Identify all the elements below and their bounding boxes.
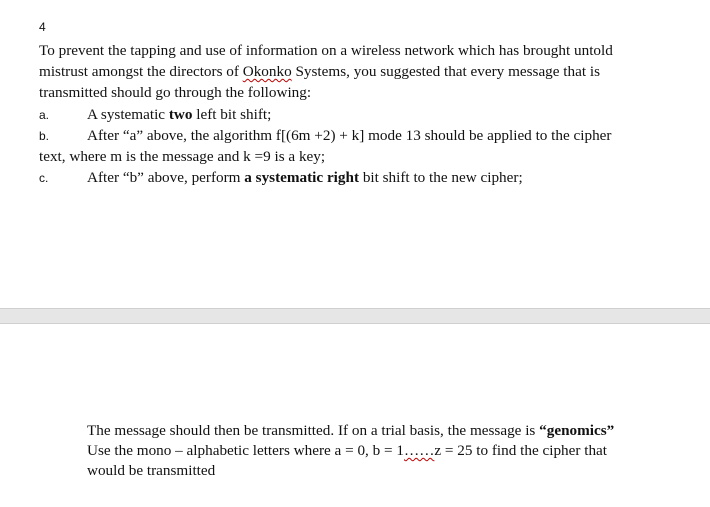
- step-a-text-post: left bit shift;: [192, 106, 272, 123]
- intro-text-part2: Systems, you suggested that every message that is transmitted should go through the following:: [39, 63, 601, 101]
- intro-text-part1: To prevent the tapping and use of information on a wireless network which has brought untold mistrust amongst the directors of: [39, 42, 613, 80]
- page-break-gap: [0, 308, 710, 324]
- step-a-text-bold: two: [168, 106, 193, 123]
- company-name-misspelled: Okonko: [242, 63, 292, 80]
- step-c-text-bold: a systematic right: [244, 169, 360, 186]
- step-c: [39, 167, 659, 189]
- step-a-letter: a.: [39, 108, 50, 122]
- step-a: [39, 104, 659, 126]
- step-b-letter: b.: [39, 129, 50, 143]
- closing-line-2: [87, 441, 657, 461]
- step-b: [39, 125, 659, 147]
- step-a-text-pre: A systematic: [87, 106, 169, 123]
- closing-ellipsis-misspelled: ……: [404, 442, 435, 459]
- closing-message-word: “genomics”: [539, 422, 615, 439]
- question-number: 4: [39, 20, 46, 34]
- closing-line-2-text-post: z = 25 to find the cipher that: [434, 442, 607, 459]
- step-c-letter: c.: [39, 171, 49, 185]
- closing-line-1: [87, 421, 657, 441]
- intro-paragraph: [39, 40, 649, 103]
- step-b-continuation: [39, 146, 659, 167]
- closing-line-2-text-pre: Use the mono – alphabetic letters where a = 0, b = 1: [87, 442, 404, 459]
- closing-paragraph: [87, 421, 657, 481]
- step-c-text-post: bit shift to the new cipher;: [359, 169, 523, 186]
- step-b-text-line2: text, where m is the message and k =9 is a key;: [39, 148, 326, 165]
- closing-line-1-text: The message should then be transmitted. If on a trial basis, the message is: [87, 422, 540, 439]
- closing-line-3: would be transmitted: [87, 462, 216, 479]
- step-b-text-line1: After “a” above, the algorithm f[(6m +2) + k] mode 13 should be applied to the cipher: [87, 127, 612, 144]
- step-c-text-pre: After “b” above, perform: [87, 169, 245, 186]
